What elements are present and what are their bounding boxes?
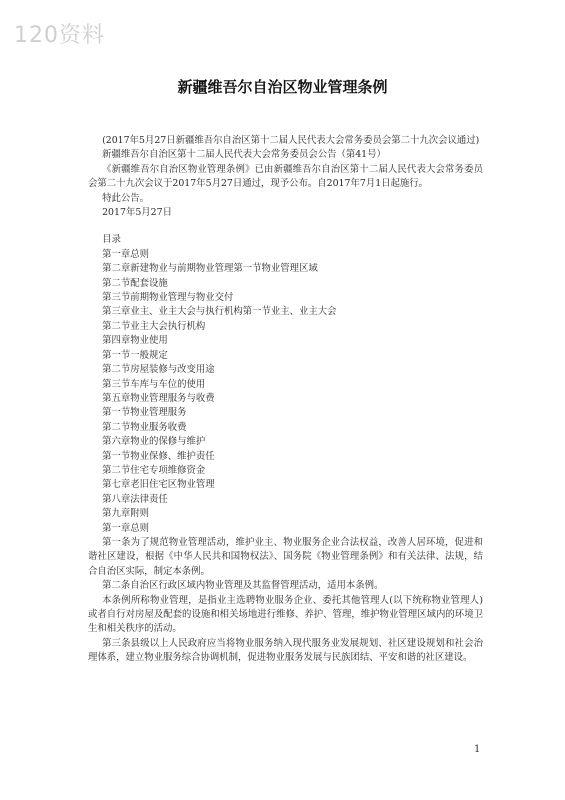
toc-item: 第七章老旧住宅区物业管理 [102,479,215,491]
toc-item: 第四章物业使用 [102,335,168,347]
document-title: 新疆维吾尔自治区物业管理条例 [177,78,388,96]
toc-item: 第三章业主、业主大会与执行机构第一节业主、业主大会 [102,306,337,318]
toc-item: 第六章物业的保修与维护 [102,436,206,448]
toc-item: 第三节车库与车位的使用 [102,378,206,390]
toc-item: 第二节物业服务收费 [102,421,187,433]
adoption-note: (2017年5月27日新疆维吾尔自治区第十二届人民代表大会常务委员会第二十九次会议通过) [102,135,480,146]
toc-item: 第三节前期物业管理与物业交付 [102,292,234,304]
toc-item: 第一章总则 [102,248,149,260]
announcement-title: 新疆维吾尔自治区第十二届人民代表大会常务委员会公告（第41号） [102,149,386,161]
toc-item: 第一章总则 [102,522,149,534]
toc-item: 第二章新建物业与前期物业管理第一节物业管理区域 [102,263,318,275]
table-of-contents [88,233,483,536]
toc-item: 第二节房屋装修与改变用途 [102,364,215,376]
article-2-definition: 本条例所称物业管理，是指业主选聘物业服务企业、委托其他管理人(以下统称物业管理人)或者自行对房屋及配套的设施和相关场地进行维修、养护、管理，维护物业管理区域内的环境卫生和相关秩序的活动。 [88,594,483,635]
article-1: 第一条为了规范物业管理活动，维护业主、物业服务企业合法权益，改善人居环境，促进和谐社区建设，根据《中华人民共和国物权法》、国务院《物业管理条例》和有关法律、法规，结合自治区实际，制定本条例。 [88,536,483,577]
article-3: 第三条县级以上人民政府应当将物业服务纳入现代服务业发展规划、社区建设规划和社会治理体系，建立物业服务综合协调机制，促进物业服务发展与民族团结、平安和谐的社区建设。 [88,637,483,664]
announcement-closing: 特此公告。 [102,192,149,204]
toc-heading: 目录 [102,234,121,246]
document-body [88,134,483,666]
toc-item: 第一节一般规定 [102,349,168,361]
toc-item: 第五章物业管理服务与收费 [102,392,215,404]
toc-item: 第一节物业管理服务 [102,407,187,419]
toc-item: 第九章附则 [102,508,149,520]
watermark-logo: 120资料 [14,23,105,48]
toc-item: 第二节配套设施 [102,277,168,289]
toc-item: 第二节业主大会执行机构 [102,320,206,332]
announcement-date: 2017年5月27日 [102,207,172,219]
announcement-body: 《新疆维吾尔自治区物业管理条例》已由新疆维吾尔自治区第十二届人民代表大会常务委员会第二十九次会议于2017年5月27日通过，现予公布。自2017年7月1日起施行。 [88,163,483,190]
article-2: 第二条自治区行政区域内物业管理及其监督管理活动，适用本条例。 [102,580,384,592]
page-number: 1 [474,744,481,755]
toc-item: 第二节住宅专项维修资金 [102,464,206,476]
toc-item: 第一节物业保修、维护责任 [102,450,215,462]
toc-item: 第八章法律责任 [102,493,168,505]
